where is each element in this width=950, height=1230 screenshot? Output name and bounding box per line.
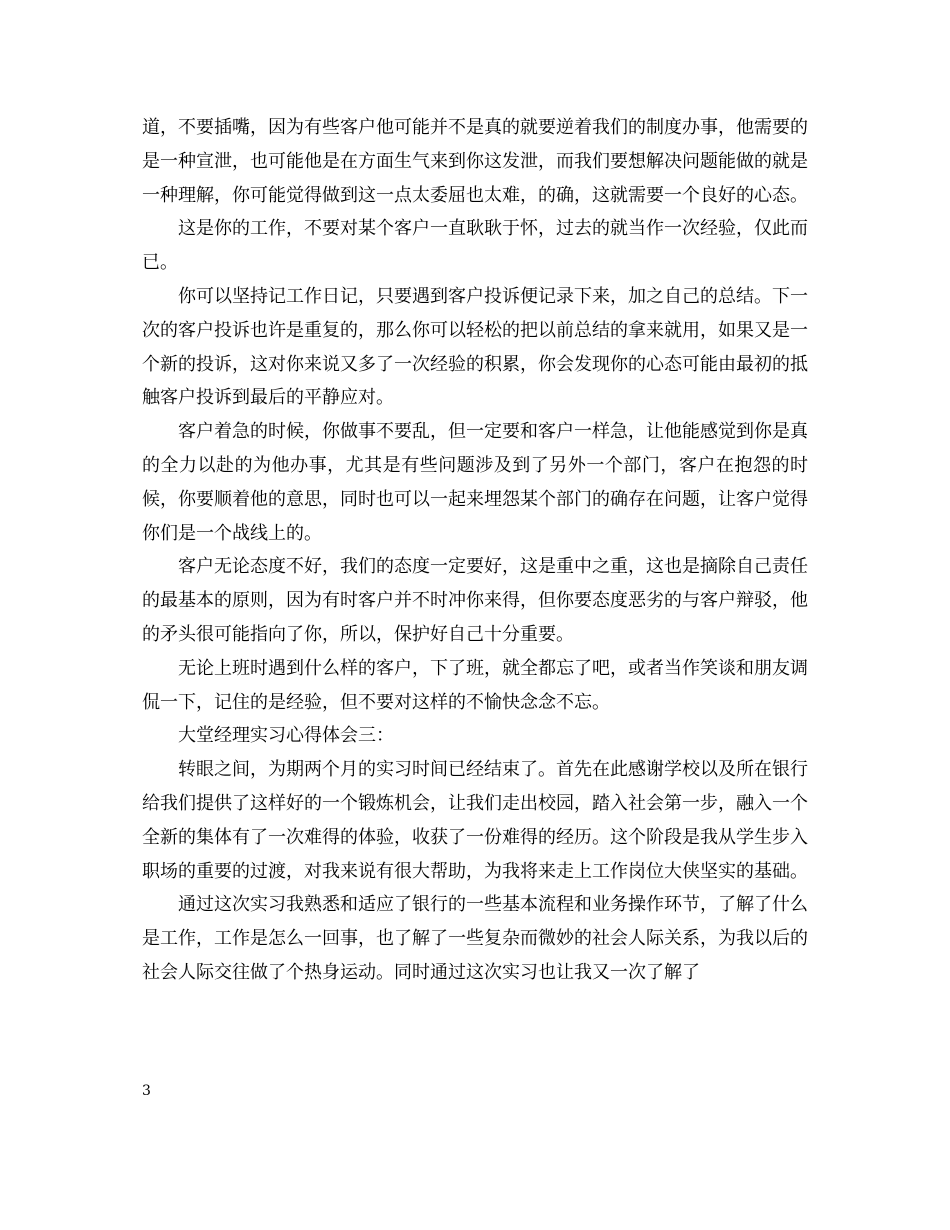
body-text xyxy=(142,111,808,990)
section-heading: 大堂经理实习心得体会三： xyxy=(178,725,394,747)
paragraph: 客户着急的时候，你做事不要乱，但一定要和客户一样急，让他能感觉到你是真的全力以赴的为他办事，尤其是有些问题涉及到了另外一个部门，客户在抱怨的时候，你要顺着他的意思，同时也可以一起来埋怨某个部门的确存在问题，让客户觉得你们是一个战线上的。 xyxy=(142,421,808,544)
paragraph: 你可以坚持记工作日记，只要遇到客户投诉便记录下来，加之自己的总结。下一次的客户投诉也许是重复的，那么你可以轻松的把以前总结的拿来就用，如果又是一个新的投诉，这对你来说又多了一次经验的积累，你会发现你的心态可能由最初的抵触客户投诉到最后的平静应对。 xyxy=(142,285,808,409)
paragraph: 无论上班时遇到什么样的客户，下了班，就全都忘了吧，或者当作笑谈和朋友调侃一下，记住的是经验，但不要对这样的不愉快念念不忘。 xyxy=(142,657,808,713)
paragraph-continued: 道，不要插嘴，因为有些客户他可能并不是真的就要逆着我们的制度办事，他需要的是一种宣泄，也可能他是在方面生气来到你这发泄，而我们要想解决问题能做的就是一种理解，你可能觉得做到这一点太委屈也太难，的确，这就需要一个良好的心态。 xyxy=(142,117,808,206)
paragraph: 通过这次实习我熟悉和适应了银行的一些基本流程和业务操作环节，了解了什么是工作，工作是怎么一回事，也了解了一些复杂而微妙的社会人际关系，为我以后的社会人际交往做了个热身运动。同时通过这次实习也让我又一次了解了 xyxy=(142,894,808,983)
page-number: 3 xyxy=(142,1083,151,1099)
paragraph: 转眼之间，为期两个月的实习时间已经结束了。首先在此感谢学校以及所在银行给我们提供了这样好的一个锻炼机会，让我们走出校园，踏入社会第一步，融入一个全新的集体有了一次难得的体验，收获了一份难得的经历。这个阶段是我从学生步入职场的重要的过渡，对我来说有很大帮助，为我将来走上工作岗位大侠坚实的基础。 xyxy=(142,759,808,882)
paragraph: 这是你的工作，不要对某个客户一直耿耿于怀，过去的就当作一次经验，仅此而已。 xyxy=(142,218,808,274)
paragraph: 客户无论态度不好，我们的态度一定要好，这是重中之重，这也是摘除自己责任的最基本的原则，因为有时客户并不时冲你来得，但你要态度恶劣的与客户辩驳，他的矛头很可能指向了你，所以，保护好自己十分重要。 xyxy=(142,556,808,645)
